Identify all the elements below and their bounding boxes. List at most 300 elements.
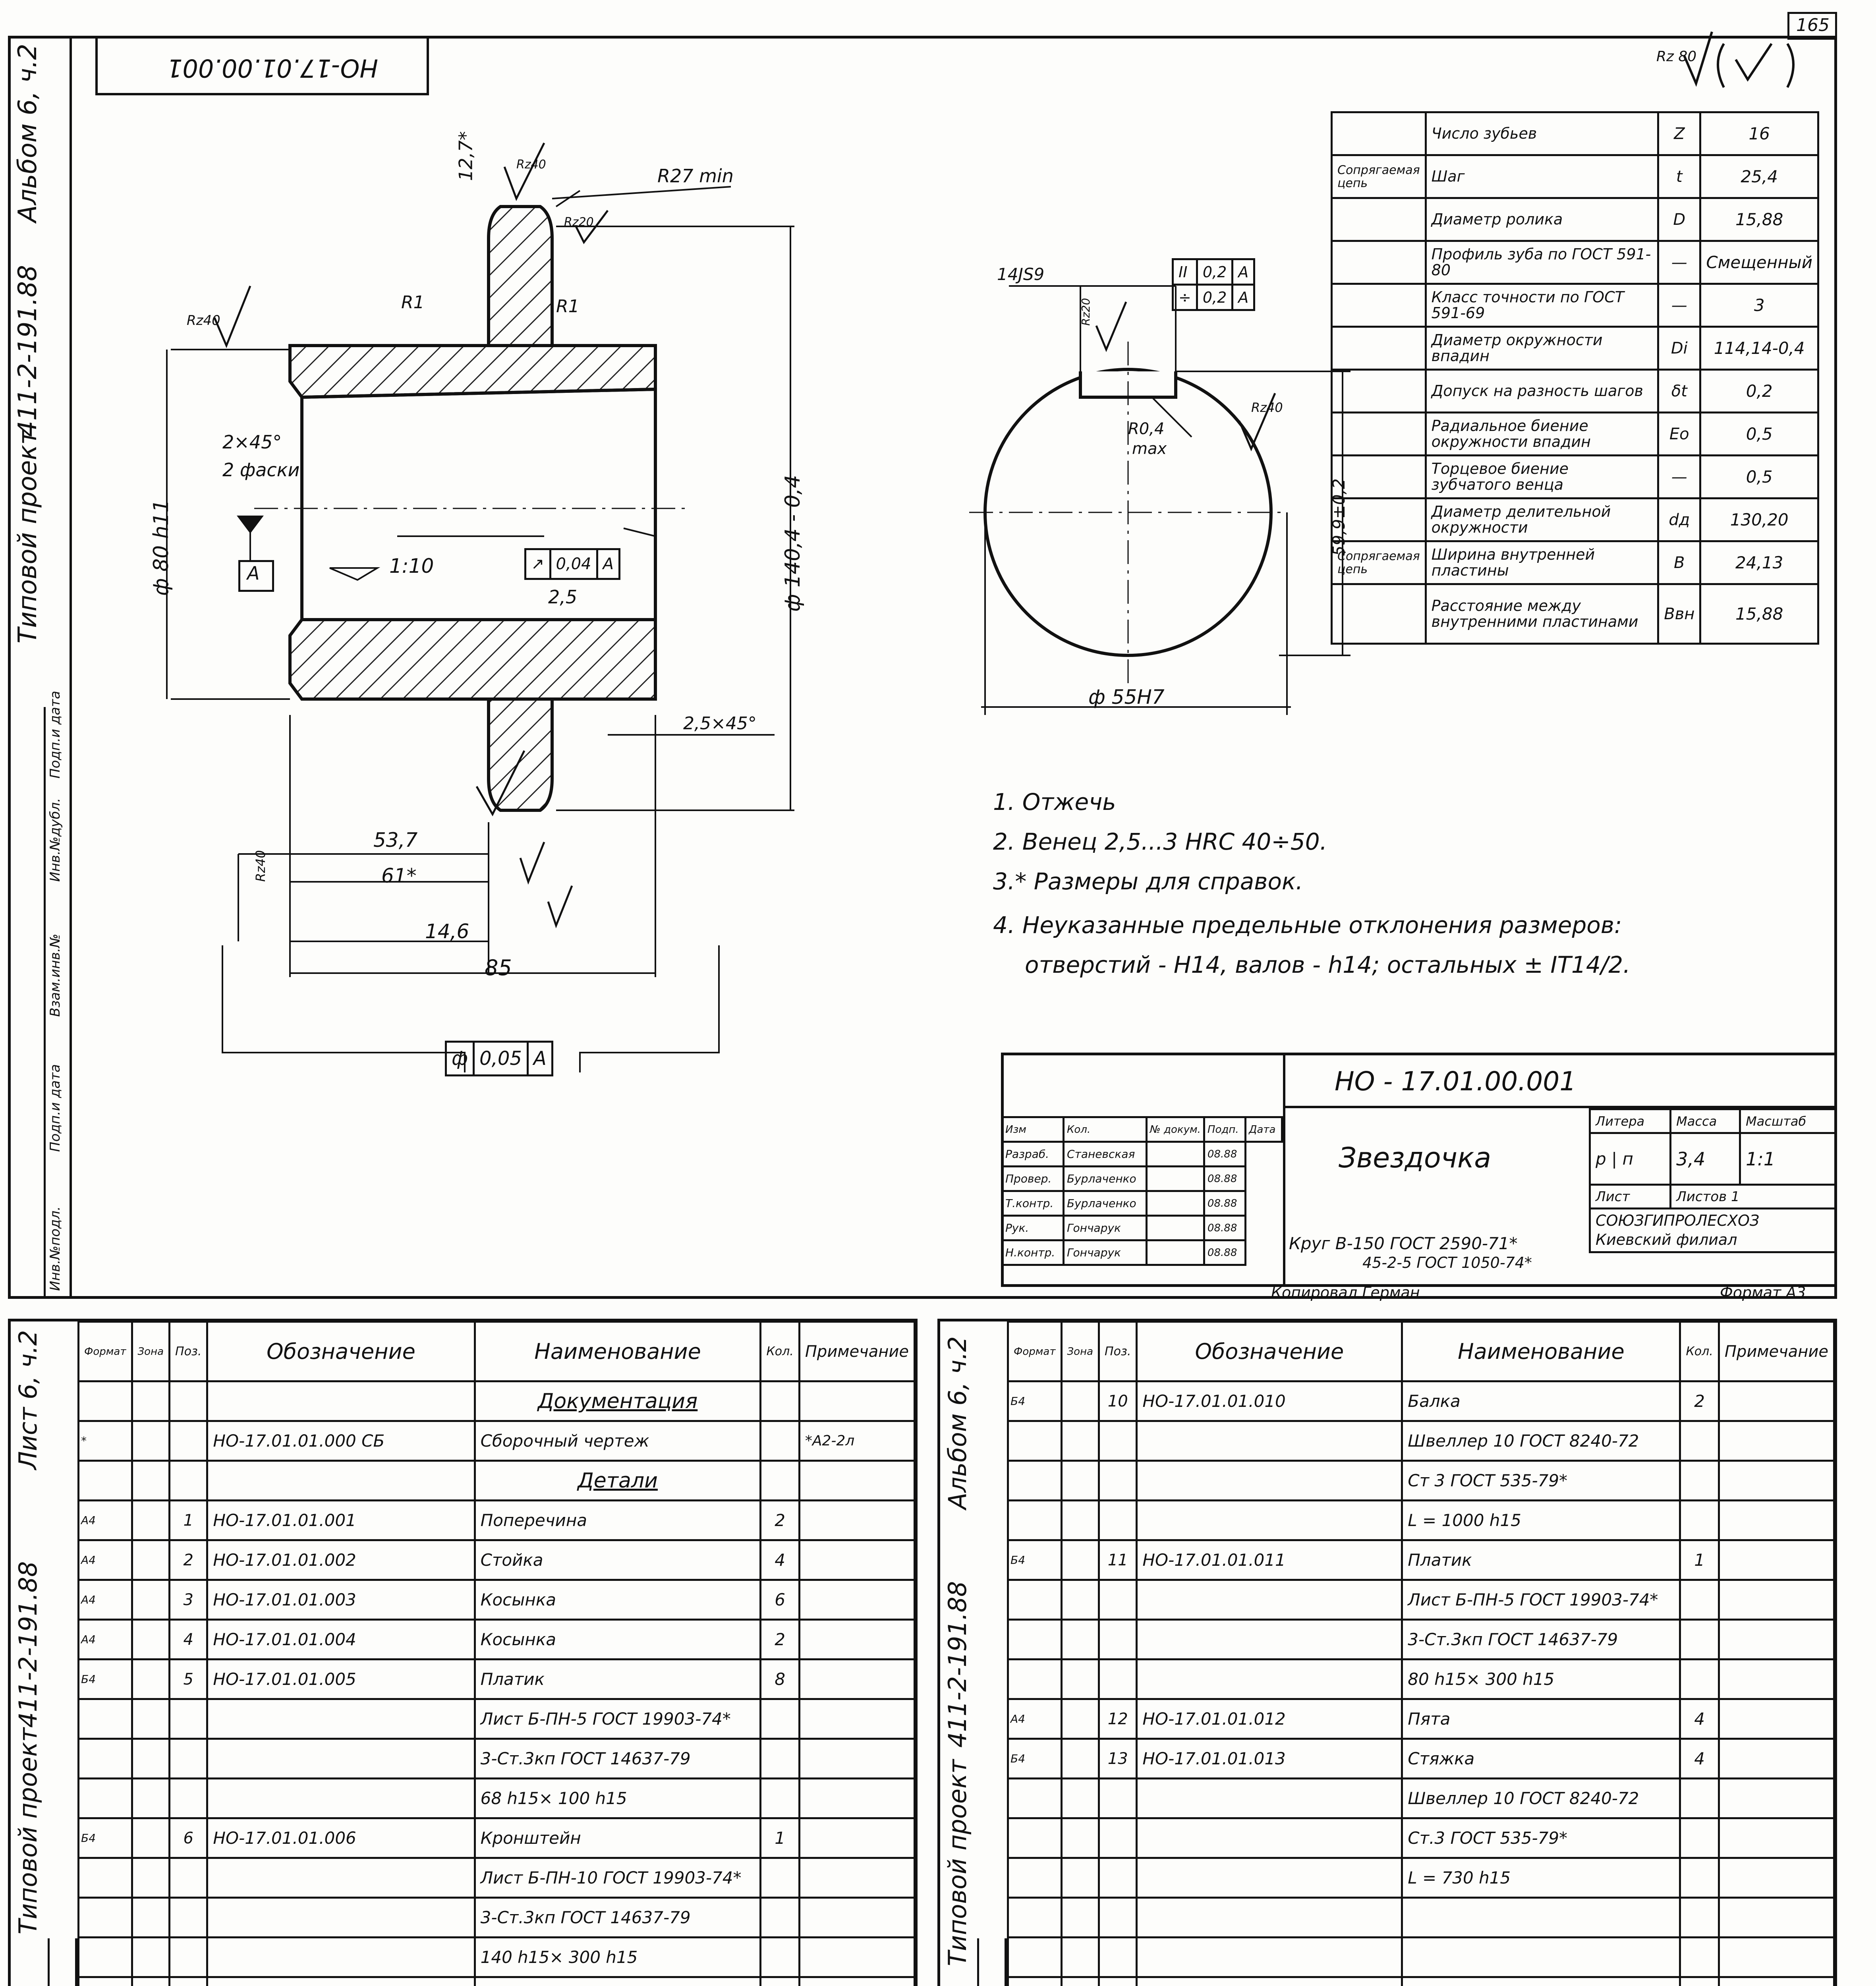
spec-zone (1061, 1739, 1099, 1779)
spec-format (79, 1381, 132, 1421)
dim-chamfer-label: 2 фаски (222, 459, 300, 481)
spec-row (79, 1620, 915, 1660)
spec-format (1008, 1461, 1062, 1501)
bl-spec-table (77, 1321, 916, 1986)
spec-zone (132, 1501, 170, 1540)
param-symbol: — (1658, 456, 1700, 498)
spec-note (799, 1381, 914, 1421)
spec-row (1008, 1660, 1834, 1699)
spec-designation (1137, 1858, 1402, 1898)
bl-head-name: Наименование (475, 1322, 761, 1381)
spec-pos: 3 (170, 1580, 207, 1620)
param-symbol: Bвн (1658, 584, 1700, 644)
spec-pos (170, 1977, 207, 1986)
spec-row (79, 1580, 915, 1620)
spec-pos: 1 (170, 1501, 207, 1540)
spec-empty-cell (1008, 1898, 1062, 1938)
signature-row (1002, 1142, 1282, 1167)
spec-pos (1099, 1501, 1137, 1540)
spec-name: Швеллер 10 ГОСТ 8240-72 (1402, 1779, 1680, 1818)
spec-zone (132, 1540, 170, 1580)
spec-name (475, 1977, 761, 1986)
spec-note (1719, 1739, 1834, 1779)
top-tb-name: Звездочка (1339, 1142, 1492, 1174)
note-3: 3.* Размеры для справок. (993, 868, 1303, 895)
top-tb-letter: р | п (1590, 1133, 1671, 1185)
param-value: 3 (1700, 284, 1818, 327)
spec-name: Поперечина (475, 1501, 761, 1540)
gear-parameters-table (1331, 111, 1819, 645)
spec-zone (1061, 1620, 1099, 1660)
spec-zone (1061, 1421, 1099, 1461)
param-value: Смещенный (1700, 241, 1818, 284)
bl-head-designation: Обозначение (207, 1322, 475, 1381)
spec-zone (1061, 1779, 1099, 1818)
spec-row (79, 1381, 915, 1421)
spec-format: А4 (79, 1540, 132, 1580)
spec-designation: НО-17.01.01.010 (1137, 1381, 1402, 1421)
spec-pos (170, 1699, 207, 1739)
rz40-bottom: Rz40 (253, 850, 268, 882)
spec-pos (170, 1779, 207, 1818)
tolerance-ref: А (527, 1042, 552, 1076)
spec-format (1008, 1501, 1062, 1540)
spec-designation: НО-17.01.01.011 (1137, 1540, 1402, 1580)
runout-sym: ↗ (526, 549, 551, 579)
signature-head-cell: Подп. (1204, 1117, 1245, 1142)
note-1: 1. Отжечь (993, 788, 1116, 815)
spec-name: Лист Б-ПН-5 ГОСТ 19903-74* (475, 1699, 761, 1739)
spec-name: 3-Ст.3кп ГОСТ 14637-79 (475, 1898, 761, 1938)
spec-designation: НО-17.01.01.002 (207, 1540, 475, 1580)
spec-pos (170, 1461, 207, 1501)
spec-designation (207, 1898, 475, 1938)
spec-designation (1137, 1461, 1402, 1501)
spec-row (1008, 1381, 1834, 1421)
dim-c25: 2,5×45° (683, 713, 757, 734)
dim-r1a: R1 (401, 292, 425, 313)
signature-name: Бурлаченко (1063, 1167, 1146, 1191)
runout-ref: А (597, 549, 619, 579)
sec-rz20: Rz20 (1079, 298, 1092, 326)
spec-zone (1061, 1540, 1099, 1580)
mirrored-code: НО-17.01.00.001 (167, 54, 378, 83)
param-symbol: — (1658, 284, 1700, 327)
bl-head-note: Примечание (799, 1322, 914, 1381)
spec-qty: 8 (761, 1660, 799, 1699)
spec-format (79, 1977, 132, 1986)
spec-qty (761, 1858, 799, 1898)
signature-row (1002, 1191, 1282, 1216)
spec-empty-cell (1061, 1898, 1099, 1938)
spec-name: Стяжка (1402, 1739, 1680, 1779)
spec-row (1008, 1699, 1834, 1739)
spec-zone (1061, 1660, 1099, 1699)
spec-empty-cell (1680, 1898, 1719, 1938)
spec-note (799, 1977, 914, 1986)
param-group: Сопрягаемая цепь (1332, 155, 1426, 198)
sec-rz40: Rz40 (1251, 400, 1283, 415)
spec-zone (132, 1580, 170, 1620)
runout-val: 0,04 (550, 549, 597, 579)
spec-note (1719, 1699, 1834, 1739)
spec-qty (1680, 1501, 1719, 1540)
spec-pos (1099, 1580, 1137, 1620)
spec-note (799, 1779, 914, 1818)
spec-note (1719, 1421, 1834, 1461)
param-row (1332, 584, 1818, 644)
param-group (1332, 241, 1426, 284)
spec-designation (207, 1461, 475, 1501)
spec-qty: 1 (761, 1818, 799, 1858)
sec-w1435: 14JS9 (997, 265, 1045, 284)
spec-note (799, 1540, 914, 1580)
spec-format (1008, 1620, 1062, 1660)
param-symbol: Z (1658, 112, 1700, 155)
spec-row (79, 1540, 915, 1580)
spec-name: Сборочный чертеж (475, 1421, 761, 1461)
spec-zone (132, 1381, 170, 1421)
spec-row (79, 1858, 915, 1898)
spec-note (1719, 1660, 1834, 1699)
signature-role: Т.контр. (1002, 1191, 1064, 1216)
spec-note (799, 1739, 914, 1779)
top-tb-org: СОЮЗГИПРОЛЕСХОЗ (1596, 1212, 1760, 1229)
signature-row (1002, 1167, 1282, 1191)
spec-note (1719, 1540, 1834, 1580)
spec-row (79, 1461, 915, 1501)
dim-l537: 53,7 (373, 829, 418, 852)
top-side-col-4: Инв.№дубл. (47, 798, 63, 882)
spec-qty (1680, 1660, 1719, 1699)
spec-note (1719, 1501, 1834, 1540)
sec-h599: 59,9±0,2 (1329, 478, 1349, 556)
param-name: Допуск на разность шагов (1426, 370, 1658, 413)
spec-name: L = 730 h15 (1402, 1858, 1680, 1898)
tolerance-sym: ф (446, 1042, 474, 1076)
spec-row-empty (1008, 1898, 1834, 1938)
spec-pos (1099, 1779, 1137, 1818)
dim-h127: 12,7* (455, 131, 477, 181)
param-group (1332, 112, 1426, 155)
spec-empty-cell (1137, 1977, 1402, 1986)
spec-zone (132, 1660, 170, 1699)
spec-qty: 4 (1680, 1739, 1719, 1779)
top-tb-mass: 3,4 (1671, 1133, 1740, 1185)
spec-zone (1061, 1858, 1099, 1898)
spec-format (79, 1461, 132, 1501)
spec-row (1008, 1540, 1834, 1580)
signature-sign (1146, 1240, 1204, 1265)
spec-note (1719, 1381, 1834, 1421)
param-name: Класс точности по ГОСТ 591-69 (1426, 284, 1658, 327)
spec-pos (1099, 1660, 1137, 1699)
spec-format (79, 1779, 132, 1818)
param-name: Расстояние между внутренними пластинами (1426, 584, 1658, 644)
spec-zone (132, 1620, 170, 1660)
dim-l61: 61* (381, 864, 417, 887)
spec-pos (170, 1938, 207, 1977)
spec-format (79, 1699, 132, 1739)
spec-pos: 4 (170, 1620, 207, 1660)
spec-qty (761, 1898, 799, 1938)
top-side-kind: Типовой проект (13, 430, 43, 643)
spec-designation: НО-17.01.01.013 (1137, 1739, 1402, 1779)
spec-qty (761, 1977, 799, 1986)
spec-empty-cell (1402, 1898, 1680, 1938)
spec-zone (132, 1779, 170, 1818)
param-name: Шаг (1426, 155, 1658, 198)
bl-side-kind: Типовой проект (14, 1727, 43, 1934)
param-symbol: D (1658, 198, 1700, 241)
spec-note (1719, 1818, 1834, 1858)
spec-pos (170, 1858, 207, 1898)
spec-name: Пята (1402, 1699, 1680, 1739)
param-name: Число зубьев (1426, 112, 1658, 155)
param-name: Радиальное биение окружности впадин (1426, 413, 1658, 456)
br-head-pos: Поз. (1099, 1322, 1137, 1381)
signature-name: Гончарук (1063, 1240, 1146, 1265)
spec-designation (207, 1381, 475, 1421)
spec-name: Детали (475, 1461, 761, 1501)
spec-pos (170, 1898, 207, 1938)
spec-name: 80 h15× 300 h15 (1402, 1660, 1680, 1699)
spec-empty-cell (1719, 1977, 1834, 1986)
dim-d25: 2,5 (548, 586, 578, 608)
param-group (1332, 370, 1426, 413)
param-value: 25,4 (1700, 155, 1818, 198)
dim-d1404: ф 140,4 - 0,4 (781, 475, 805, 612)
spec-name: Лист Б-ПН-5 ГОСТ 19903-74* (1402, 1580, 1680, 1620)
spec-empty-cell (1061, 1938, 1099, 1977)
spec-qty (761, 1739, 799, 1779)
dim-d80: ф 80 h11 (149, 499, 173, 596)
param-value: 0,5 (1700, 456, 1818, 498)
param-row (1332, 498, 1818, 541)
spec-designation (207, 1938, 475, 1977)
spec-qty: 2 (1680, 1381, 1719, 1421)
spec-zone (1061, 1501, 1099, 1540)
spec-note (1719, 1620, 1834, 1660)
bl-side-columns (48, 1938, 77, 1986)
spec-row (1008, 1501, 1834, 1540)
spec-qty (1680, 1818, 1719, 1858)
spec-name: Ст 3 ГОСТ 535-79* (1402, 1461, 1680, 1501)
spec-format (1008, 1858, 1062, 1898)
bl-head-format: Формат (79, 1322, 132, 1381)
spec-qty: 4 (1680, 1699, 1719, 1739)
datum-letter: А (247, 562, 260, 584)
spec-zone (132, 1898, 170, 1938)
spec-designation: НО-17.01.01.001 (207, 1501, 475, 1540)
top-tb-mass-head: Масса (1671, 1109, 1740, 1133)
param-group (1332, 584, 1426, 644)
top-side-album: Альбом 6, ч.2 (13, 44, 43, 222)
spec-row (1008, 1421, 1834, 1461)
tolerance-frame (445, 1041, 553, 1076)
top-side-col-5: Подп.и дата (47, 691, 63, 779)
spec-format: А4 (79, 1501, 132, 1540)
spec-name: Косынка (475, 1620, 761, 1660)
param-group (1332, 198, 1426, 241)
signature-name: Гончарук (1063, 1216, 1146, 1240)
param-group (1332, 327, 1426, 370)
spec-pos (170, 1421, 207, 1461)
top-side-col-1: Инв.№подл. (47, 1206, 63, 1291)
spec-pos (1099, 1818, 1137, 1858)
spec-designation: НО-17.01.01.004 (207, 1620, 475, 1660)
spec-designation: НО-17.01.01.006 (207, 1818, 475, 1858)
spec-row (1008, 1858, 1834, 1898)
param-symbol: — (1658, 241, 1700, 284)
rz40-top: Rz40 (516, 158, 546, 172)
spec-row-empty (1008, 1977, 1834, 1986)
spec-format: А4 (1008, 1699, 1062, 1739)
signature-row (1002, 1240, 1282, 1265)
spec-pos: 12 (1099, 1699, 1137, 1739)
spec-note (799, 1660, 914, 1699)
bl-head-zone: Зона (132, 1322, 170, 1381)
spec-note (799, 1580, 914, 1620)
spec-zone (132, 1818, 170, 1858)
spec-empty-cell (1402, 1938, 1680, 1977)
param-row (1332, 413, 1818, 456)
sec-r04: R0,4 (1128, 420, 1165, 438)
spec-zone (1061, 1461, 1099, 1501)
spec-designation (1137, 1421, 1402, 1461)
signature-date: 08.88 (1204, 1142, 1245, 1167)
spec-row (1008, 1779, 1834, 1818)
spec-name: Кронштейн (475, 1818, 761, 1858)
spec-name: 3-Ст.3кп ГОСТ 14637-79 (1402, 1620, 1680, 1660)
top-side-col-2: Подп.и дата (47, 1064, 63, 1152)
rz20-top: Rz20 (564, 215, 594, 229)
spec-row (79, 1938, 915, 1977)
spec-format (79, 1938, 132, 1977)
note-2: 2. Венец 2,5...3 HRC 40÷50. (993, 828, 1327, 855)
top-copied: Копировал Герман (1271, 1284, 1420, 1301)
signature-head-cell: Изм (1002, 1117, 1064, 1142)
spec-note (1719, 1580, 1834, 1620)
spec-format (1008, 1660, 1062, 1699)
spec-row (79, 1818, 915, 1858)
bl-head-pos: Поз. (170, 1322, 207, 1381)
param-row (1332, 284, 1818, 327)
spec-format (79, 1858, 132, 1898)
dim-chamfer: 2×45° (222, 431, 282, 453)
note-5: отверстий - Н14, валов - h14; остальных ± IT14/2. (1025, 951, 1631, 978)
sec-r04-max: max (1132, 440, 1167, 458)
top-tb-material-1: Круг В-150 ГОСТ 2590-71* (1289, 1234, 1518, 1253)
param-value: 130,20 (1700, 498, 1818, 541)
bl-head-qty: Кол. (761, 1322, 799, 1381)
sec-tol-frame (1172, 258, 1255, 311)
top-tb-sheet: Лист (1590, 1185, 1671, 1209)
spec-designation (207, 1739, 475, 1779)
spec-row (1008, 1580, 1834, 1620)
spec-note (799, 1501, 914, 1540)
signature-sign (1146, 1167, 1204, 1191)
spec-zone (132, 1938, 170, 1977)
rz40-left: Rz40 (187, 313, 220, 328)
top-tb-right (1589, 1108, 1837, 1253)
br-side-project: 411-2-191.88 (943, 1581, 972, 1748)
spec-format (1008, 1421, 1062, 1461)
spec-row (79, 1699, 915, 1739)
spec-row (79, 1977, 915, 1986)
param-row (1332, 241, 1818, 284)
param-name: Диаметр ролика (1426, 198, 1658, 241)
spec-designation: НО-17.01.01.005 (207, 1660, 475, 1699)
spec-empty-cell (1008, 1977, 1062, 1986)
spec-designation (1137, 1818, 1402, 1858)
spec-qty (1680, 1858, 1719, 1898)
param-row (1332, 327, 1818, 370)
br-head-designation: Обозначение (1137, 1322, 1402, 1381)
param-row (1332, 370, 1818, 413)
spec-zone (132, 1699, 170, 1739)
bl-side-project: 411-2-191.88 (14, 1561, 43, 1728)
spec-format: А4 (79, 1620, 132, 1660)
spec-empty-cell (1099, 1977, 1137, 1986)
signature-role: Н.контр. (1002, 1240, 1064, 1265)
signature-head-cell: № докум. (1146, 1117, 1204, 1142)
top-tb-code: НО - 17.01.00.001 (1335, 1066, 1577, 1097)
signature-date: 08.88 (1204, 1240, 1245, 1265)
spec-row (1008, 1818, 1834, 1858)
spec-designation (207, 1977, 475, 1986)
spec-zone (1061, 1699, 1099, 1739)
spec-empty-cell (1719, 1898, 1834, 1938)
spec-note (1719, 1461, 1834, 1501)
spec-pos (170, 1381, 207, 1421)
spec-name: Документация (475, 1381, 761, 1421)
spec-qty (761, 1938, 799, 1977)
spec-designation (1137, 1779, 1402, 1818)
spec-note (799, 1461, 914, 1501)
param-group (1332, 498, 1426, 541)
spec-qty (761, 1421, 799, 1461)
spec-qty (1680, 1461, 1719, 1501)
signature-name: Станевская (1063, 1142, 1146, 1167)
spec-name: L = 1000 h15 (1402, 1501, 1680, 1540)
spec-designation: НО-17.01.01.012 (1137, 1699, 1402, 1739)
spec-pos: 13 (1099, 1739, 1137, 1779)
spec-empty-cell (1719, 1938, 1834, 1977)
spec-qty (1680, 1620, 1719, 1660)
spec-pos: 2 (170, 1540, 207, 1580)
spec-row (1008, 1739, 1834, 1779)
br-head-format: Формат (1008, 1322, 1062, 1381)
spec-qty: 2 (761, 1501, 799, 1540)
spec-qty (1680, 1580, 1719, 1620)
signature-role: Разраб. (1002, 1142, 1064, 1167)
top-tb-sheets: Листов 1 (1671, 1185, 1836, 1209)
spec-name: Платик (1402, 1540, 1680, 1580)
spec-note (799, 1858, 914, 1898)
spec-name: 68 h15× 100 h15 (475, 1779, 761, 1818)
signature-date: 08.88 (1204, 1191, 1245, 1216)
spec-format: Б4 (1008, 1381, 1062, 1421)
top-tb-material-2: 45-2-5 ГОСТ 1050-74* (1362, 1254, 1532, 1271)
dim-l85: 85 (485, 955, 512, 980)
param-group (1332, 413, 1426, 456)
spec-row (1008, 1461, 1834, 1501)
top-tb-scale-head: Масштаб (1740, 1109, 1836, 1133)
spec-row (79, 1739, 915, 1779)
spec-empty-cell (1099, 1898, 1137, 1938)
spec-name: Ст.3 ГОСТ 535-79* (1402, 1818, 1680, 1858)
